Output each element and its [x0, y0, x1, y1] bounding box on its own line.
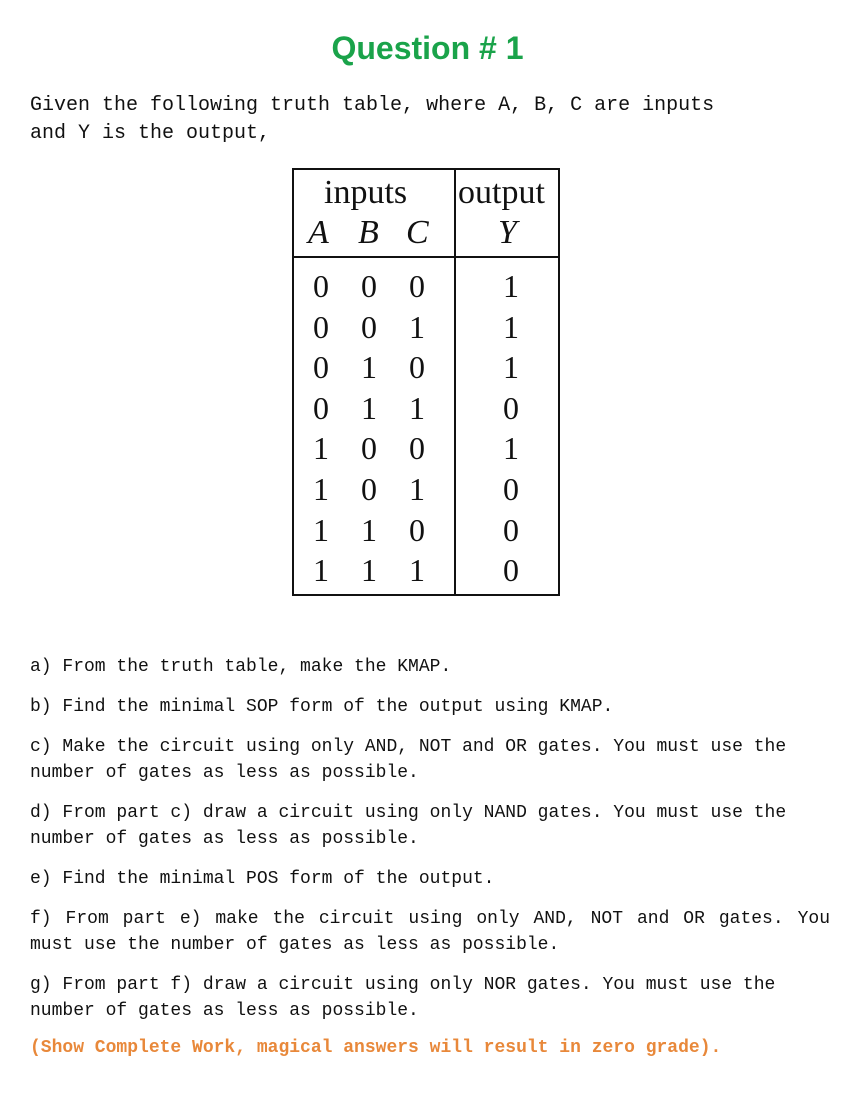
- truth-table-cell: 0: [409, 430, 425, 467]
- truth-table-cell: 0: [361, 430, 377, 467]
- truth-table-cell: 1: [361, 552, 377, 589]
- truth-table-cell: 1: [313, 471, 329, 507]
- truth-table-cell: 0: [313, 308, 329, 345]
- truth-table-cell: 0: [409, 349, 425, 386]
- truth-table-cell: 1: [503, 268, 519, 304]
- question-b: b) Find the minimal SOP form of the output using KMAP.: [30, 697, 614, 717]
- question-d: d) From part c) draw a circuit using only NAND gates. You must use the number of gates as less as possible.: [30, 803, 797, 849]
- truth-table-cell: 1: [313, 511, 329, 548]
- truth-table-cell: 1: [361, 389, 377, 426]
- truth-table-cell: 1: [313, 552, 329, 589]
- inputs-group-header: inputs: [324, 174, 408, 211]
- truth-table-cell: 0: [313, 268, 329, 304]
- truth-table-cell: 0: [503, 511, 519, 548]
- output-group-header: output: [458, 174, 545, 211]
- intro-text: Given the following truth table, where A, B, C are inputs and Y is the output,: [30, 94, 715, 145]
- truth-table-cell: 1: [503, 430, 519, 467]
- truth-table-cell: 0: [503, 552, 519, 589]
- truth-table: [292, 168, 560, 596]
- truth-table-cell: 1: [409, 552, 425, 589]
- question-c: c) Make the circuit using only AND, NOT and OR gates. You must use the number of gates as less as possible.: [30, 737, 797, 783]
- column-header-y: Y: [498, 214, 517, 251]
- truth-table-cell: 0: [409, 268, 425, 304]
- truth-table-cell: 1: [503, 349, 519, 386]
- truth-table-cell: 0: [361, 268, 377, 304]
- truth-table-cell: 0: [503, 471, 519, 507]
- column-header-a: A: [308, 214, 329, 251]
- truth-table-cell: 1: [313, 430, 329, 467]
- truth-table-cell: 0: [503, 389, 519, 426]
- question-e: e) Find the minimal POS form of the output.: [30, 869, 495, 889]
- question-a: a) From the truth table, make the KMAP.: [30, 657, 452, 677]
- table-vertical-divider: [454, 170, 456, 594]
- question-list: [30, 654, 841, 1038]
- page-title: Question # 1: [331, 30, 524, 66]
- question-f: f) From part e) make the circuit using only AND, NOT and OR gates. You must use the number of gates as less as possible.: [30, 909, 841, 955]
- work-note: (Show Complete Work, magical answers will result in zero grade).: [30, 1038, 722, 1058]
- truth-table-cell: 0: [361, 308, 377, 345]
- truth-table-cell: 1: [503, 308, 519, 345]
- truth-table-cell: 1: [361, 511, 377, 548]
- truth-table-cell: 0: [313, 389, 329, 426]
- truth-table-cell: 1: [409, 471, 425, 507]
- truth-table-cell: 0: [409, 511, 425, 548]
- truth-table-cell: 1: [409, 308, 425, 345]
- truth-table-cell: 0: [361, 471, 377, 507]
- truth-table-cell: 1: [409, 389, 425, 426]
- truth-table-cell: 1: [361, 349, 377, 386]
- column-header-c: C: [406, 214, 429, 251]
- question-g: g) From part f) draw a circuit using only NOR gates. You must use the number of gates as less as possible.: [30, 975, 787, 1021]
- column-header-b: B: [358, 214, 379, 251]
- table-header-divider: [294, 256, 558, 258]
- truth-table-cell: 0: [313, 349, 329, 386]
